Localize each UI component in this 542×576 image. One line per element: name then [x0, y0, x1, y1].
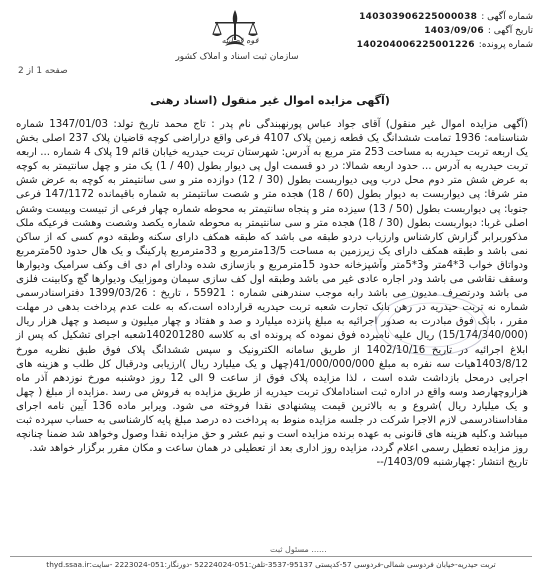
case-number: 140204006225001226 — [356, 40, 475, 50]
notice-paragraph: (آگهی مزایده اموال غیر منقول) آقای جواد عباس پورنهبندگی نام پدر : تاج محمد تاریخ تولد: 1347/01/03 شماره شناسنامه: 1936 تمامت ششدانگ یک قطعه زمین پلاک 4107 فرعی واقع دراراضی کوچه قاضیان پلاک 237 اصلی بخش یک اربعه تربت حیدریه به مساحت 253 متر مربع به آدرس: شهرستان تربت حیدریه خیابان قائم 19 پلاک 4 شماره ... اربعه تربت حیدریه به آدرس ... حدود اربعه شمالا: در دو قسمت اول پی دیوار بطول (40 / 1) یک متر و چهل سانتیمتر به کوچه به عرض شش متر دوم محل درب وپی دیواربست بطول (30 / 12) دوازده متر و سی سانتیمتر به کوچه به عرض شش متر شرقا: پی دیواربست به دیوار بطول (60 / 18) هجده متر و شصت سانتیمتر به شماره باقیمانده 147/1172 فرعی جنوبا: پی دیواربست بطول (50 / 13) سیزده متر و پنجاه سانتیمتر به محوطه شماره چهار فرعی از تبیست وبیست وشش اصلی غربا: دیواربست بطول (30 / 18) هجده متر و سی سانتیمتر به محوطه شماره یکصد وشصت وهشت فرعیکه ملک مذکوربرابر گزارش کارشناس وارزیاب دردو طبقه می باشد که طبقه همکف دارای سکنه وطبقه دوم کسی که از ساکن نمی باشد و طبقه همکف دارای یک زیرزمین به مساحت 13/5مترمربع و 33مترمربع پارکینگ و یک هال حدود 50مترمربع ودواتاق خواب 3*4متر و3*5متر وآشپزخانه حدود 15مترمربع و بازسازی شده ودارای ام دی اف وکف سرامیک ودیوارها وسقف نقاشی می باشد ودر اجاره عادی غیر می باشد وطبقه اول کف سازی سیمان وموزاییک ودیوارها گچ وکابینت فلزی می باشد ودرتصرف مدیون می باشد رابه موجب سندرهنی شماره : 55921 ، تاریخ : 1399/03/26 دفتراسنادرسمی شماره نه تربت حیدریه در رهن بانک تجارت شعبه تربت حیدریه قرارداده است،که به علت عدم پرداخت بدهی در مهلت مقرر ، بانک فوق مبادرت به صدور اجرائیه به مبلغ پانزده میلیارد و صد و هفتاد و چهار میلیون و سیصد و چهل هزار ریال (15/174/340/000) ریال علیه نامبرده فوق نموده که پرونده ای به کلاسه 140201280شعبه اجرای تشکیل که پس از ابلاغ اجرائیه در تاریخ 1402/10/16 از طریق سامانه الکترونیک و سپس ششدانگ پلاک فوق طبق نظریه مورخ 1403/8/12هیات سه نفره به مبلغ 41/000/000/000(چهل و یک میلیارد ریال )ارزیابی ودرقبال کل طلب و هزینه های اجرایی درمحل بازداشت شده است ، لذا مزایده پلاک فوق از ساعت 9 الی 12 روز دوشنبه مورخ نوزدهم آذر ماه هزاروچهارصد وسه واقع در اداره ثبت اسناداملاک تربت حیدریه از طریق مزایده به فروش می رسد .مزایده از مبلغ ( چهل و یک میلیارد ریال )شروع و به بالاترین قیمت پیشنهادی نقدا فروخته می شود. ویرابر ماده 136 آیین نامه اجرای مفاداسنادرسمی لازم الاجرا شرکت در جلسه مزایده منوط به پرداخت ده درصد مبلغ پایه کارشناسی به حساب سپرده ثبت میباشد و.کلیه هزینه های قانونی به عهده برنده مزایده است و نیم عشر و حق مزایده نقدا وصول وخواهد شد ضمنا چنانچه روز مزایده تعطیل رسمی اعلام گردد، مزایده روز اداری بعد از تعطیلی در همان ساعت و مکان مقرر برگزار خواهد شد. — [16, 119, 529, 455]
case-number-row — [248, 38, 533, 52]
notice-body — [16, 118, 528, 470]
notice-number: 140303906225000038 — [359, 12, 478, 22]
notice-date-label: تاریخ آگهی : — [487, 26, 533, 36]
publication-date: تاریخ انتشار :چهارشنبه 1403/09/-- — [376, 457, 528, 469]
notice-date-row — [248, 24, 533, 38]
notice-number-label: شماره آگهی : — [481, 12, 533, 22]
notice-title: (آگهی مزایده اموال غیر منقول (اسناد رهنی — [150, 94, 390, 107]
notice-number-row — [248, 10, 533, 24]
notice-meta — [248, 10, 533, 52]
org-name: سازمان ثبت اسناد و املاک کشور — [175, 52, 299, 62]
notice-date: 1403/09/06 — [424, 26, 484, 36]
office-address-footer: تربت حیدریه-خیابان فردوسی شمالی-فردوسی 57-کدپستی 95137-3537-تلفن:051-52224024 -دورنگار:051-2223024 -سایت:thyd.ssaa.ir — [46, 560, 496, 569]
footer-divider — [10, 556, 532, 557]
signature: ...... مسئول ثبت — [270, 545, 327, 554]
case-number-label: شماره پرونده: — [478, 40, 533, 50]
brand-script: قوه قضاییه — [221, 36, 259, 45]
page-indicator: صفحه 1 از 2 — [18, 66, 68, 76]
